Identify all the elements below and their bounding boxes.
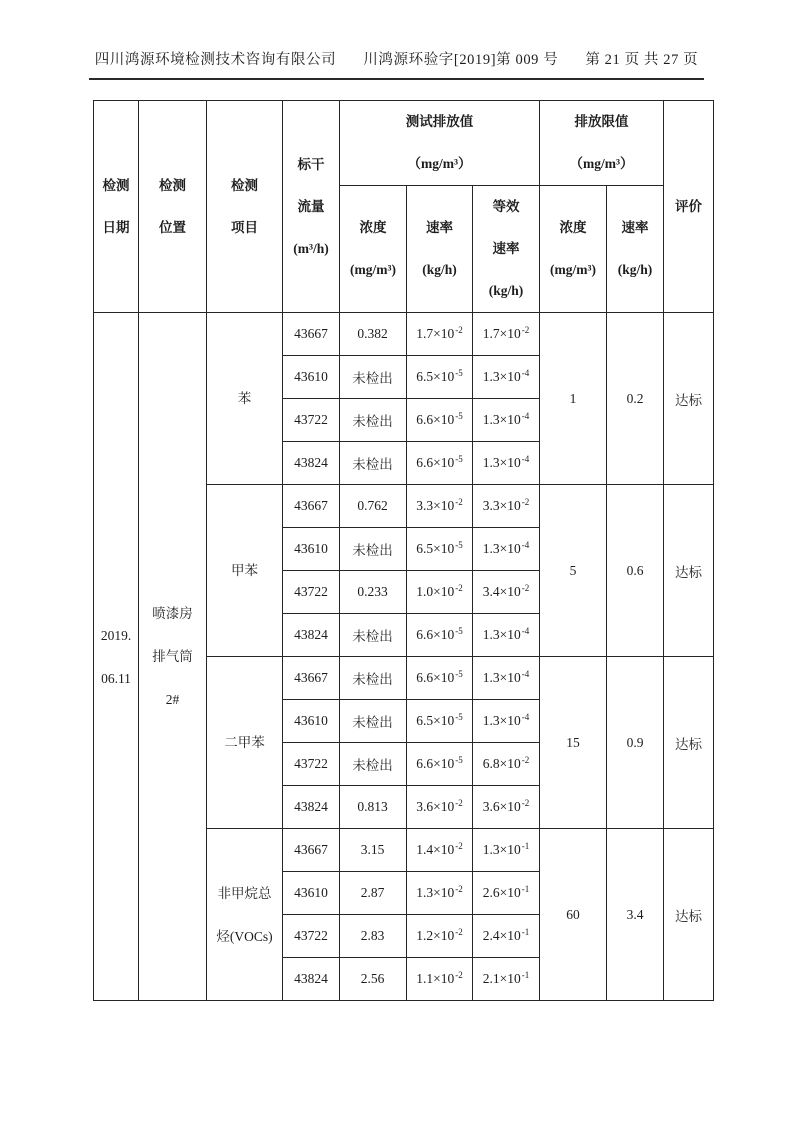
equiv-rate-cell: $1.3\times 10^{-4}$ xyxy=(473,356,540,399)
conc-cell: 未检出 xyxy=(340,700,407,743)
flow-cell: 43722 xyxy=(283,915,340,958)
text-line: 流量 xyxy=(297,198,325,214)
text-line: 速率 xyxy=(492,241,520,256)
rate-cell: $1.2\times 10^{-2}$ xyxy=(407,915,473,958)
text-line: 标干 xyxy=(297,156,325,172)
report-table xyxy=(93,100,714,1001)
limit-conc-cell: 15 xyxy=(540,657,607,829)
flow-cell: 43667 xyxy=(283,485,340,528)
conc-cell: 0.762 xyxy=(340,485,407,528)
exponent: -5 xyxy=(455,539,463,550)
eval-cell: 达标 xyxy=(664,485,714,657)
exponent: -1 xyxy=(521,883,530,894)
exponent: -4 xyxy=(521,625,530,636)
conc-cell: 3.15 xyxy=(340,829,407,872)
rate-cell: $6.5\times 10^{-5}$ xyxy=(407,528,473,571)
text-line: 二甲苯 xyxy=(224,735,265,750)
equiv-rate-cell: $3.4\times 10^{-2}$ xyxy=(473,571,540,614)
text-line: 评价 xyxy=(675,198,703,214)
exponent: -4 xyxy=(521,453,530,464)
header-cell-equiv-rate xyxy=(473,186,540,313)
exponent: -2 xyxy=(455,926,463,937)
company-name: 四川鸿源环境检测技术咨询有限公司 xyxy=(94,52,337,68)
equiv-rate-cell: $1.3\times 10^{-4}$ xyxy=(473,528,540,571)
eval-cell: 达标 xyxy=(664,313,714,485)
equiv-rate-cell: $1.7\times 10^{-2}$ xyxy=(473,313,540,356)
equiv-rate-cell: $1.3\times 10^{-4}$ xyxy=(473,399,540,442)
limit-conc-cell: 60 xyxy=(540,829,607,1001)
exponent: -2 xyxy=(455,324,463,335)
equiv-rate-cell: $1.3\times 10^{-4}$ xyxy=(473,657,540,700)
exponent: -4 xyxy=(521,539,530,550)
exponent: -2 xyxy=(455,797,463,808)
rate-cell: $3.6\times 10^{-2}$ xyxy=(407,786,473,829)
flow-cell: 43824 xyxy=(283,614,340,657)
equiv-rate-cell: $2.6\times 10^{-1}$ xyxy=(473,872,540,915)
flow-cell: 43667 xyxy=(283,657,340,700)
equiv-rate-cell: $6.8\times 10^{-2}$ xyxy=(473,743,540,786)
flow-cell: 43610 xyxy=(283,356,340,399)
exponent: -2 xyxy=(455,582,463,593)
exponent: -2 xyxy=(521,582,530,593)
exponent: -2 xyxy=(455,840,463,851)
header-cell-limit-conc xyxy=(540,186,607,313)
rate-cell: $1.1\times 10^{-2}$ xyxy=(407,958,473,1001)
flow-cell: 43667 xyxy=(283,313,340,356)
header-cell-limit-rate xyxy=(607,186,664,313)
text-line: (mg/m³) xyxy=(550,262,597,277)
header-group-limit-values xyxy=(540,101,664,186)
flow-cell: 43824 xyxy=(283,442,340,485)
text-line: 日期 xyxy=(102,219,130,235)
item-cell xyxy=(207,313,283,485)
rate-cell: $6.6\times 10^{-5}$ xyxy=(407,743,473,786)
conc-cell: 0.233 xyxy=(340,571,407,614)
equiv-rate-cell: $3.6\times 10^{-2}$ xyxy=(473,786,540,829)
exponent: -2 xyxy=(455,496,463,507)
text-line: 测试排放值 xyxy=(405,114,474,129)
conc-cell: 未检出 xyxy=(340,528,407,571)
equiv-rate-cell: $1.3\times 10^{-4}$ xyxy=(473,700,540,743)
conc-cell: 2.56 xyxy=(340,958,407,1001)
header-cell-rate xyxy=(407,186,473,313)
flow-cell: 43722 xyxy=(283,743,340,786)
text-line: （mg/m³） xyxy=(407,156,472,171)
header-cell-conc xyxy=(340,186,407,313)
exponent: -2 xyxy=(521,496,530,507)
header-row-1 xyxy=(94,101,714,186)
header-cell-eval xyxy=(664,101,714,313)
text-line: (kg/h) xyxy=(422,262,457,277)
text-line: 速率 xyxy=(426,220,453,235)
text-line: (kg/h) xyxy=(617,262,653,277)
equiv-rate-cell: $1.3\times 10^{-4}$ xyxy=(473,442,540,485)
text-line: 排气筒 xyxy=(152,649,193,664)
equiv-rate-cell: $1.3\times 10^{-4}$ xyxy=(473,614,540,657)
text-line: 喷漆房 xyxy=(152,606,193,621)
eval-cell: 达标 xyxy=(664,829,714,1001)
text-line: 非甲烷总 xyxy=(217,885,272,901)
flow-cell: 43722 xyxy=(283,399,340,442)
rate-cell: $6.6\times 10^{-5}$ xyxy=(407,657,473,700)
text-line: 2019. xyxy=(100,627,132,643)
exponent: -5 xyxy=(455,625,463,636)
limit-rate-cell: 0.9 xyxy=(607,657,664,829)
equiv-rate-cell: $2.1\times 10^{-1}$ xyxy=(473,958,540,1001)
exponent: -2 xyxy=(521,324,530,335)
exponent: -5 xyxy=(455,668,463,679)
flow-cell: 43667 xyxy=(283,829,340,872)
rate-cell: $1.7\times 10^{-2}$ xyxy=(407,313,473,356)
rate-cell: $1.3\times 10^{-2}$ xyxy=(407,872,473,915)
text-line: 苯 xyxy=(237,391,252,406)
header-cell-date xyxy=(94,101,139,313)
conc-cell: 未检出 xyxy=(340,614,407,657)
conc-cell: 0.382 xyxy=(340,313,407,356)
exponent: -1 xyxy=(521,840,530,851)
item-cell xyxy=(207,829,283,1001)
flow-cell: 43610 xyxy=(283,872,340,915)
exponent: -4 xyxy=(521,668,530,679)
item-cell xyxy=(207,485,283,657)
text-line: 检测 xyxy=(159,177,186,193)
eval-cell: 达标 xyxy=(664,657,714,829)
exponent: -5 xyxy=(455,711,463,722)
limit-conc-cell: 5 xyxy=(540,485,607,657)
exponent: -2 xyxy=(521,754,530,765)
exponent: -2 xyxy=(455,969,463,980)
limit-rate-cell: 0.6 xyxy=(607,485,664,657)
rate-cell: $6.5\times 10^{-5}$ xyxy=(407,356,473,399)
text-line: 检测 xyxy=(102,177,130,193)
text-line: 等效 xyxy=(492,199,520,214)
exponent: -5 xyxy=(455,410,463,421)
text-line: (kg/h) xyxy=(488,283,524,298)
conc-cell: 2.83 xyxy=(340,915,407,958)
rate-cell: $6.5\times 10^{-5}$ xyxy=(407,700,473,743)
flow-cell: 43722 xyxy=(283,571,340,614)
exponent: -4 xyxy=(521,410,530,421)
date-cell xyxy=(94,313,139,1001)
text-line: (m³/h) xyxy=(293,240,329,256)
conc-cell: 未检出 xyxy=(340,657,407,700)
header-group-test-values xyxy=(340,101,540,186)
exponent: -4 xyxy=(521,711,530,722)
rate-cell: $6.6\times 10^{-5}$ xyxy=(407,442,473,485)
text-line: 浓度 xyxy=(359,220,387,235)
text-line: 浓度 xyxy=(559,220,587,235)
rate-cell: $3.3\times 10^{-2}$ xyxy=(407,485,473,528)
conc-cell: 未检出 xyxy=(340,356,407,399)
conc-cell: 未检出 xyxy=(340,442,407,485)
header-cell-location xyxy=(139,101,207,313)
limit-rate-cell: 3.4 xyxy=(607,829,664,1001)
text-line: 检测 xyxy=(231,177,258,193)
exponent: -4 xyxy=(521,367,530,378)
exponent: -5 xyxy=(455,754,463,765)
text-line: 项目 xyxy=(231,219,258,235)
item-cell xyxy=(207,657,283,829)
limit-conc-cell: 1 xyxy=(540,313,607,485)
flow-cell: 43610 xyxy=(283,528,340,571)
rate-cell: $1.4\times 10^{-2}$ xyxy=(407,829,473,872)
conc-cell: 0.813 xyxy=(340,786,407,829)
limit-rate-cell: 0.2 xyxy=(607,313,664,485)
text-line: 位置 xyxy=(159,219,186,235)
location-cell xyxy=(139,313,207,1001)
text-line: 甲苯 xyxy=(231,563,258,578)
text-line: 06.11 xyxy=(101,670,131,686)
flow-cell: 43824 xyxy=(283,958,340,1001)
conc-cell: 未检出 xyxy=(340,399,407,442)
page-header xyxy=(89,48,705,80)
conc-cell: 未检出 xyxy=(340,743,407,786)
rate-cell: $1.0\times 10^{-2}$ xyxy=(407,571,473,614)
exponent: -1 xyxy=(521,926,530,937)
text-line: 烃(VOCs) xyxy=(216,928,273,944)
flow-cell: 43824 xyxy=(283,786,340,829)
text-line: 排放限值 xyxy=(574,114,629,129)
exponent: -2 xyxy=(455,883,463,894)
conc-cell: 2.87 xyxy=(340,872,407,915)
exponent: -2 xyxy=(521,797,530,808)
table-row xyxy=(94,313,714,356)
text-line: (mg/m³) xyxy=(349,262,397,277)
exponent: -5 xyxy=(455,453,463,464)
exponent: -1 xyxy=(521,969,530,980)
exponent: -5 xyxy=(455,367,463,378)
text-line: 2# xyxy=(165,692,180,707)
rate-cell: $6.6\times 10^{-5}$ xyxy=(407,399,473,442)
header-cell-flow xyxy=(283,101,340,313)
equiv-rate-cell: $2.4\times 10^{-1}$ xyxy=(473,915,540,958)
flow-cell: 43610 xyxy=(283,700,340,743)
equiv-rate-cell: $3.3\times 10^{-2}$ xyxy=(473,485,540,528)
document-number: 川鸿源环验字[2019]第 009 号 xyxy=(363,52,559,68)
header-cell-item xyxy=(207,101,283,313)
text-line: 速率 xyxy=(621,220,649,235)
page-number: 第 21 页 共 27 页 xyxy=(585,52,699,68)
equiv-rate-cell: $1.3\times 10^{-1}$ xyxy=(473,829,540,872)
rate-cell: $6.6\times 10^{-5}$ xyxy=(407,614,473,657)
text-line: （mg/m³） xyxy=(569,156,634,171)
